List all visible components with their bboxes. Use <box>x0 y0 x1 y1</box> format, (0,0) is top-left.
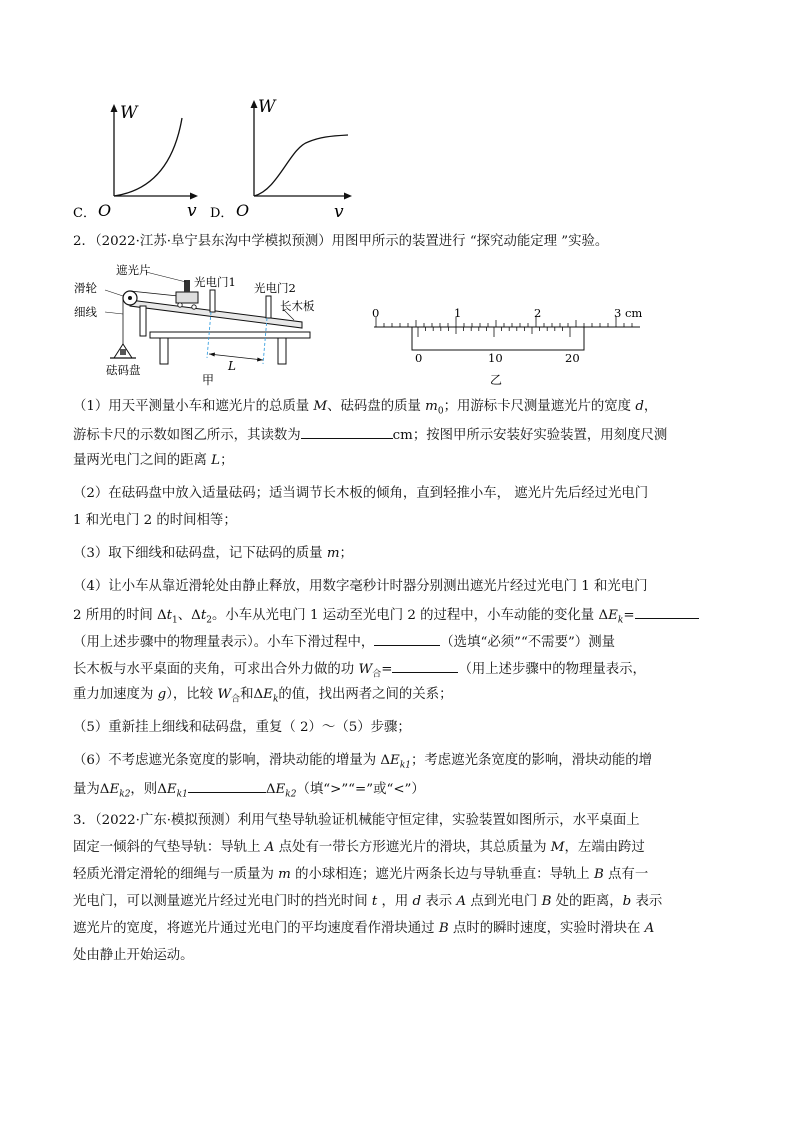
var-E: E <box>275 782 286 797</box>
var-B: B <box>593 867 604 882</box>
text: ，左端由跨过 <box>564 840 645 855</box>
sub: k <box>617 615 624 626</box>
text: 点时的瞬时速度，实验时滑块在 <box>448 921 645 936</box>
text: 重力加速度为 <box>73 687 158 702</box>
text: 光电门，可以测量遮光片经过光电门时的挡光时间 <box>73 894 372 909</box>
main-label-1: 1 <box>454 306 462 320</box>
text: ； <box>220 453 234 468</box>
text: 表示 <box>421 894 457 909</box>
apparatus-figure <box>70 258 320 388</box>
text: 量两光电门之间的距离 <box>73 453 212 468</box>
graph-d-origin: O <box>236 201 250 220</box>
var-m: m <box>326 546 340 561</box>
var-E: E <box>390 753 400 768</box>
sub: 1 <box>172 615 178 626</box>
answer-blank-reading[interactable] <box>301 424 393 439</box>
q2-step4-line5 <box>73 685 452 710</box>
q2-step2-line1 <box>73 484 648 504</box>
label-pulley: 滑轮 <box>74 281 97 295</box>
sub: k1 <box>399 760 412 771</box>
var-M: M <box>313 399 328 414</box>
label-gate2: 光电门2 <box>254 281 296 295</box>
text: （5）重新挂上细线和砝码盘，重复（ 2）～（5）步骤； <box>73 720 411 735</box>
label-string: 细线 <box>74 305 97 319</box>
var-L: L <box>211 453 221 468</box>
main-label-3: 3 cm <box>614 306 643 320</box>
sub: k1 <box>176 789 188 800</box>
label-board: 长木板 <box>280 299 315 313</box>
q3-line4 <box>73 892 662 912</box>
text: 的值，找出两者之间的关系； <box>278 687 453 702</box>
text: 和Δ <box>240 687 264 702</box>
graph-d-x-label: v <box>334 202 344 222</box>
var-E: E <box>608 608 618 623</box>
answer-blank-compare[interactable] <box>188 778 266 793</box>
var-b: b <box>622 894 632 909</box>
var-A: A <box>456 894 467 909</box>
sub: k2 <box>285 789 297 800</box>
label-gate1: 光电门1 <box>194 275 236 289</box>
label-shade: 遮光片 <box>116 263 151 277</box>
text: 遮光片的宽度，将遮光片通过光电门的平均速度看作滑块通过 <box>73 921 439 936</box>
q2-step1-line1 <box>73 397 657 422</box>
graph-d-y-label: W <box>258 97 276 117</box>
q2-header-text: 2．（2022·江苏·阜宁县东沟中学模拟预测）用图甲所示的装置进行 “探究动能定理 ”实验。 <box>73 234 609 249</box>
text: （填“>”“=”或“<”） <box>296 782 425 797</box>
var-t: t <box>166 608 173 623</box>
var-M: M <box>550 840 565 855</box>
text: 长木板与水平桌面的夹角，可求出合外力做的功 <box>73 662 359 677</box>
text: 、砝码盘的质量 <box>327 399 426 414</box>
text: Δ <box>265 782 276 797</box>
q2-step1-line2 <box>73 424 667 446</box>
q2-step4-line2 <box>73 604 699 631</box>
main-label-2: 2 <box>534 306 542 320</box>
var-B: B <box>541 894 552 909</box>
text: 游标卡尺的示数如图乙所示，其读数为 <box>73 428 301 443</box>
var-m: m <box>278 867 291 882</box>
graph-option-c <box>70 96 200 226</box>
sub: k2 <box>119 789 131 800</box>
var-t: t <box>371 894 378 909</box>
text: （3）取下细线和砝码盘，记下砝码的质量 <box>73 546 327 561</box>
text: 点到光电门 <box>466 894 542 909</box>
answer-blank-work[interactable] <box>392 658 458 673</box>
text: 处由静止开始运动。 <box>73 948 194 963</box>
graph-c-y-label: W <box>120 103 138 123</box>
q2-step4-line1 <box>73 577 648 597</box>
text: （1）用天平测量小车和遮光片的总质量 <box>73 399 314 414</box>
var-A: A <box>644 921 655 936</box>
caliper-figure <box>362 300 652 392</box>
text: ； <box>339 546 353 561</box>
q3-line6 <box>73 946 194 966</box>
graph-c-x-label: v <box>187 201 197 221</box>
text: （2）在砝码盘中放入适量砝码；适当调节长木板的倾角，直到轻推小车， 遮光片先后经过光电门 <box>73 486 649 501</box>
var-d: d <box>412 894 422 909</box>
vernier-label-10: 10 <box>488 351 503 365</box>
q3-line1 <box>73 811 640 831</box>
text: ），比较 <box>166 687 218 702</box>
var-t: t <box>200 608 207 623</box>
text: ，则Δ <box>130 782 167 797</box>
q2-step6-line1 <box>73 751 652 776</box>
q2-step3 <box>73 544 353 564</box>
answer-blank-delta-ek[interactable] <box>635 604 699 619</box>
text: = <box>623 608 635 623</box>
graph-c-origin: O <box>98 201 112 220</box>
var-B: B <box>438 921 449 936</box>
text: 轻质光滑定滑轮的细绳与一质量为 <box>73 867 279 882</box>
text: 固定一倾斜的气垫导轨：导轨上 <box>73 840 265 855</box>
sub: 0 <box>437 406 444 417</box>
text: 处的距离， <box>551 894 623 909</box>
var-W: W <box>358 662 373 677</box>
text: ；用游标卡尺测量遮光片的宽度 <box>443 399 636 414</box>
q2-step1-line3 <box>73 451 233 471</box>
answer-blank-angle[interactable] <box>374 631 440 646</box>
caption-jia: 甲 <box>202 373 215 387</box>
sub: 合 <box>231 694 241 705</box>
text: （4）让小车从靠近滑轮处由静止释放，用数字毫秒计时器分别测出遮光片经过光电门 1 和光电门 <box>73 579 648 594</box>
caption-yi: 乙 <box>490 373 503 387</box>
text: = <box>381 662 393 677</box>
graph-option-d <box>208 90 358 226</box>
q3-line2 <box>73 838 645 858</box>
q2-step5 <box>73 718 411 738</box>
text: （选填“必须”“不需要”）测量 <box>440 635 615 650</box>
var-A: A <box>264 840 275 855</box>
var-g: g <box>157 687 167 702</box>
graph-c-option: C． <box>73 206 96 221</box>
text: 点处有一带长方形遮光片的滑块，其总质量为 <box>274 840 551 855</box>
vernier-label-20: 20 <box>565 351 580 365</box>
vernier-label-0: 0 <box>415 351 423 365</box>
var-E: E <box>166 782 177 797</box>
text: ；考虑遮光条宽度的影响，滑块动能的增 <box>411 753 653 768</box>
text: （6）不考虑遮光条宽度的影响，滑块动能的增量为 Δ <box>73 753 391 768</box>
main-label-0: 0 <box>372 306 380 320</box>
text: （用上述步骤中的物理量表示）。小车下滑过程中， <box>73 635 375 650</box>
text: 量为Δ <box>73 782 110 797</box>
text: ，用 <box>377 894 413 909</box>
q2-step4-line3 <box>73 631 615 653</box>
text: cm；按图甲所示安装好实验装置，用刻度尺测 <box>392 428 668 443</box>
main-scale-ticks <box>376 317 632 327</box>
q2-header <box>73 232 608 252</box>
text: 1 和光电门 2 的时间相等； <box>73 513 237 528</box>
var-E: E <box>263 687 273 702</box>
q2-step2-line2 <box>73 511 237 531</box>
text: （用上述步骤中的物理量表示， <box>458 662 646 677</box>
text: ， <box>643 399 658 414</box>
var-E: E <box>109 782 120 797</box>
text: 3．（2022·广东·模拟预测）利用气垫导轨验证机械能守恒定律，实验装置如图所示，水平桌面上 <box>73 813 640 828</box>
text: 、Δ <box>177 608 201 623</box>
label-pan: 砝码盘 <box>106 363 141 377</box>
text: 的小球相连；遮光片两条长边与导轨垂直：导轨上 <box>290 867 594 882</box>
var-W: W <box>217 687 232 702</box>
text: 表示 <box>631 894 663 909</box>
var-d: d <box>635 399 644 414</box>
vernier-scale-ticks <box>418 327 570 337</box>
graph-d-option: D． <box>210 206 234 221</box>
sub: 合 <box>372 669 382 680</box>
q3-line3 <box>73 865 648 885</box>
text: 。小车从光电门 1 运动至光电门 2 的过程中，小车动能的变化量 Δ <box>211 608 609 623</box>
q2-step4-line4 <box>73 658 646 685</box>
sub: k <box>272 694 279 705</box>
sub: 2 <box>206 615 212 626</box>
q2-step6-line2 <box>73 778 425 805</box>
label-length: L <box>228 359 236 373</box>
text: 点有一 <box>603 867 649 882</box>
text: 2 所用的时间 Δ <box>73 608 167 623</box>
var-m0: m <box>425 399 438 414</box>
q3-line5 <box>73 919 654 939</box>
